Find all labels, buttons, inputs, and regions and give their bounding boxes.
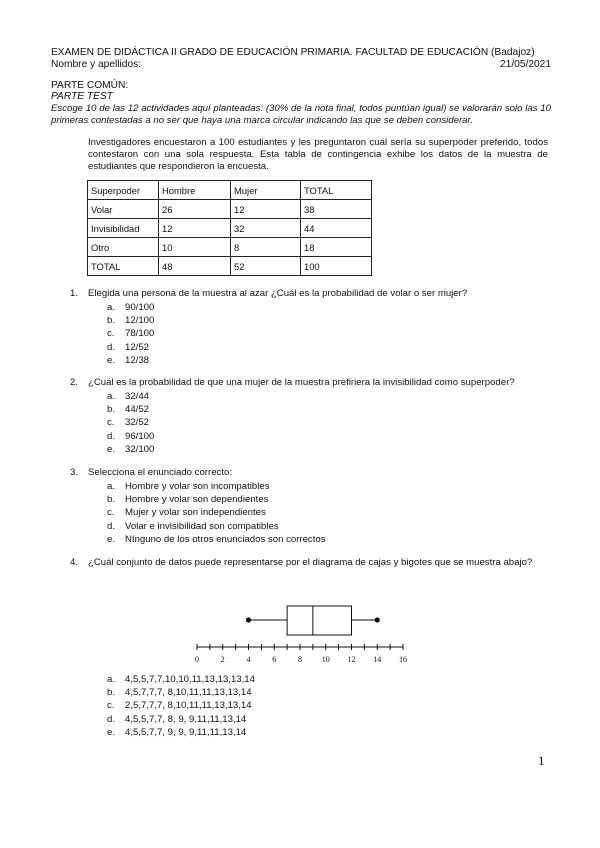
option-text: 4,5,5,7,7, 8, 9, 9,11,11,13,14 [125, 713, 247, 725]
options-list [107, 673, 550, 739]
section-title: PARTE COMÚN: [51, 80, 129, 91]
boxplot-tick-label: 2 [220, 655, 225, 664]
table-row [88, 238, 372, 257]
question-4-options [70, 673, 550, 739]
option-letter: d. [107, 713, 116, 725]
options-list [107, 480, 550, 546]
question-text: Selecciona el enunciado correcto: [88, 467, 232, 478]
table-cell: 38 [301, 200, 372, 219]
exam-title: EXAMEN DE DIDÁCTICA II GRADO DE EDUCACIÓN PRIMARIA. FACULTAD DE EDUCACIÓN (Badajoz) [51, 47, 535, 58]
table-row [88, 219, 372, 238]
option-text: 12/52 [125, 341, 150, 353]
option-text: 4,5,7,7,7, 8,10,11,11,13,13,14 [125, 687, 252, 699]
table-cell: 10 [159, 238, 231, 257]
table-header-cell: Hombre [159, 181, 231, 200]
option-text: Volar e invisibilidad son compatibles [125, 520, 279, 532]
options-list [107, 390, 550, 456]
table-cell: 100 [301, 257, 372, 276]
table-cell: Volar [88, 200, 159, 219]
option-item[interactable] [107, 341, 550, 354]
table-row [88, 200, 372, 219]
table-header-cell: Superpoder [88, 181, 159, 200]
option-letter: b. [107, 315, 116, 327]
option-text: 78/100 [125, 328, 155, 340]
table-row [88, 257, 372, 276]
option-text: 12/38 [125, 354, 150, 366]
page-number: 1 [538, 753, 545, 768]
option-text: 32/52 [125, 417, 150, 429]
table-cell: 48 [159, 257, 231, 276]
boxplot-tick-label: 12 [347, 655, 356, 664]
option-text: 32/100 [125, 443, 155, 455]
table-cell: 8 [231, 238, 301, 257]
option-item[interactable] [107, 480, 550, 493]
contingency-table [87, 180, 372, 276]
option-item[interactable] [107, 699, 550, 712]
option-item[interactable] [107, 314, 550, 327]
boxplot-tick-labels [195, 655, 407, 664]
option-item[interactable] [107, 686, 550, 699]
option-letter: c. [107, 328, 115, 340]
table-cell: 52 [231, 257, 301, 276]
option-item[interactable] [107, 354, 550, 367]
option-text: 4,5,5,7,7,10,10,11,13,13,13,14 [125, 674, 255, 685]
instructions: Escoge 10 de las 12 actividades aquí planteadas: (30% de la nota final, todos puntúan igual) se valorarán solo las 10 primeras contestadas a no ser que haya una marca circular indicando las que se deben considerar. [51, 103, 551, 126]
option-letter: c. [107, 700, 115, 712]
option-letter: a. [107, 302, 116, 313]
options-list [107, 301, 550, 367]
table-cell: 32 [231, 219, 301, 238]
option-letter: e. [107, 443, 116, 455]
option-text: 44/52 [125, 404, 150, 416]
boxplot-box [287, 606, 351, 635]
option-text: Mujer y volar son independientes [125, 507, 266, 519]
option-item[interactable] [107, 430, 550, 443]
question-4 [70, 557, 550, 569]
option-item[interactable] [107, 506, 550, 519]
option-letter: e. [107, 533, 116, 545]
question-3 [70, 467, 550, 546]
option-item[interactable] [107, 493, 550, 506]
question-2 [70, 377, 550, 456]
table-cell: Invisibilidad [88, 219, 159, 238]
question-text: ¿Cuál es la probabilidad de que una mujer de la muestra prefiriera la invisibilidad como superpoder? [88, 377, 515, 388]
table-cell: 44 [301, 219, 372, 238]
table-cell: 12 [231, 200, 301, 219]
option-text: NInguno de los otros enunciados son correctos [125, 533, 326, 545]
boxplot-min-point [246, 617, 251, 622]
option-letter: d. [107, 341, 116, 353]
option-letter: d. [107, 430, 116, 442]
option-letter: b. [107, 494, 116, 506]
exam-date: 21/05/2021 [500, 59, 551, 70]
question-text: Elegida una persona de la muestra al azar ¿Cuál es la probabilidad de volar o ser mujer? [88, 288, 468, 299]
boxplot-max-point [375, 617, 380, 622]
option-item[interactable] [107, 520, 550, 533]
option-letter: d. [107, 520, 116, 532]
question-number: 1. [70, 288, 79, 299]
name-label: Nombre y apellidos: [51, 59, 142, 70]
table-header-row [88, 181, 372, 200]
option-letter: c. [107, 507, 115, 519]
option-text: 96/100 [125, 430, 155, 442]
option-letter: b. [107, 687, 116, 699]
option-text: 12/100 [125, 315, 155, 327]
question-number: 2. [70, 377, 79, 388]
boxplot-figure [190, 598, 415, 670]
boxplot-tick-label: 8 [298, 655, 302, 664]
table-header-cell: Mujer [231, 181, 301, 200]
subsection-title: PARTE TEST [51, 91, 113, 102]
table-cell: Otro [88, 238, 159, 257]
option-letter: a. [107, 674, 116, 685]
option-item[interactable] [107, 301, 550, 314]
boxplot-tick-label: 14 [373, 655, 382, 664]
intro-paragraph: Investigadores encuestaron a 100 estudiantes y les preguntaron cuál sería su superpoder preferido, todos contestaron con una sola respuesta. Esta tabla de contingencia exhibe los datos de la muestra de estudiantes que respondieron la encuesta. [88, 137, 548, 173]
option-item[interactable] [107, 327, 550, 340]
name-line [51, 59, 551, 71]
option-item[interactable] [107, 726, 550, 739]
option-item[interactable] [107, 390, 550, 403]
option-text: 90/100 [125, 302, 155, 313]
option-item[interactable] [107, 673, 550, 686]
option-item[interactable] [107, 443, 550, 456]
boxplot-tick-label: 0 [195, 655, 199, 664]
table-cell: TOTAL [88, 257, 159, 276]
option-text: 2,5,7,7,7, 8,10,11,11,13,13,14 [125, 700, 252, 712]
option-letter: e. [107, 354, 116, 366]
option-letter: a. [107, 481, 116, 492]
option-text: Hombre y volar son incompatibles [125, 481, 270, 492]
table-cell: 12 [159, 219, 231, 238]
option-item[interactable] [107, 403, 550, 416]
option-letter: b. [107, 404, 116, 416]
table-header-cell: TOTAL [301, 181, 372, 200]
question-number: 4. [70, 557, 79, 568]
boxplot-tick-label: 16 [399, 655, 407, 664]
boxplot-tick-label: 6 [272, 655, 277, 664]
option-text: 4,5,5,7,7, 9, 9, 9,11,11,13,14 [125, 726, 247, 738]
question-number: 3. [70, 467, 79, 478]
option-text: Hombre y volar son dependientes [125, 494, 269, 506]
boxplot-tick-label: 10 [321, 655, 330, 664]
option-item[interactable] [107, 416, 550, 429]
option-letter: a. [107, 391, 116, 402]
option-item[interactable] [107, 713, 550, 726]
option-item[interactable] [107, 533, 550, 546]
table-cell: 18 [301, 238, 372, 257]
option-letter: c. [107, 417, 115, 429]
question-text: ¿Cuál conjunto de datos puede representarse por el diagrama de cajas y bigotes que se muestra abajo? [88, 557, 533, 568]
question-1 [70, 288, 550, 367]
option-letter: e. [107, 726, 116, 738]
option-text: 32/44 [125, 391, 150, 402]
boxplot-tick-label: 4 [246, 655, 251, 664]
table-cell: 26 [159, 200, 231, 219]
